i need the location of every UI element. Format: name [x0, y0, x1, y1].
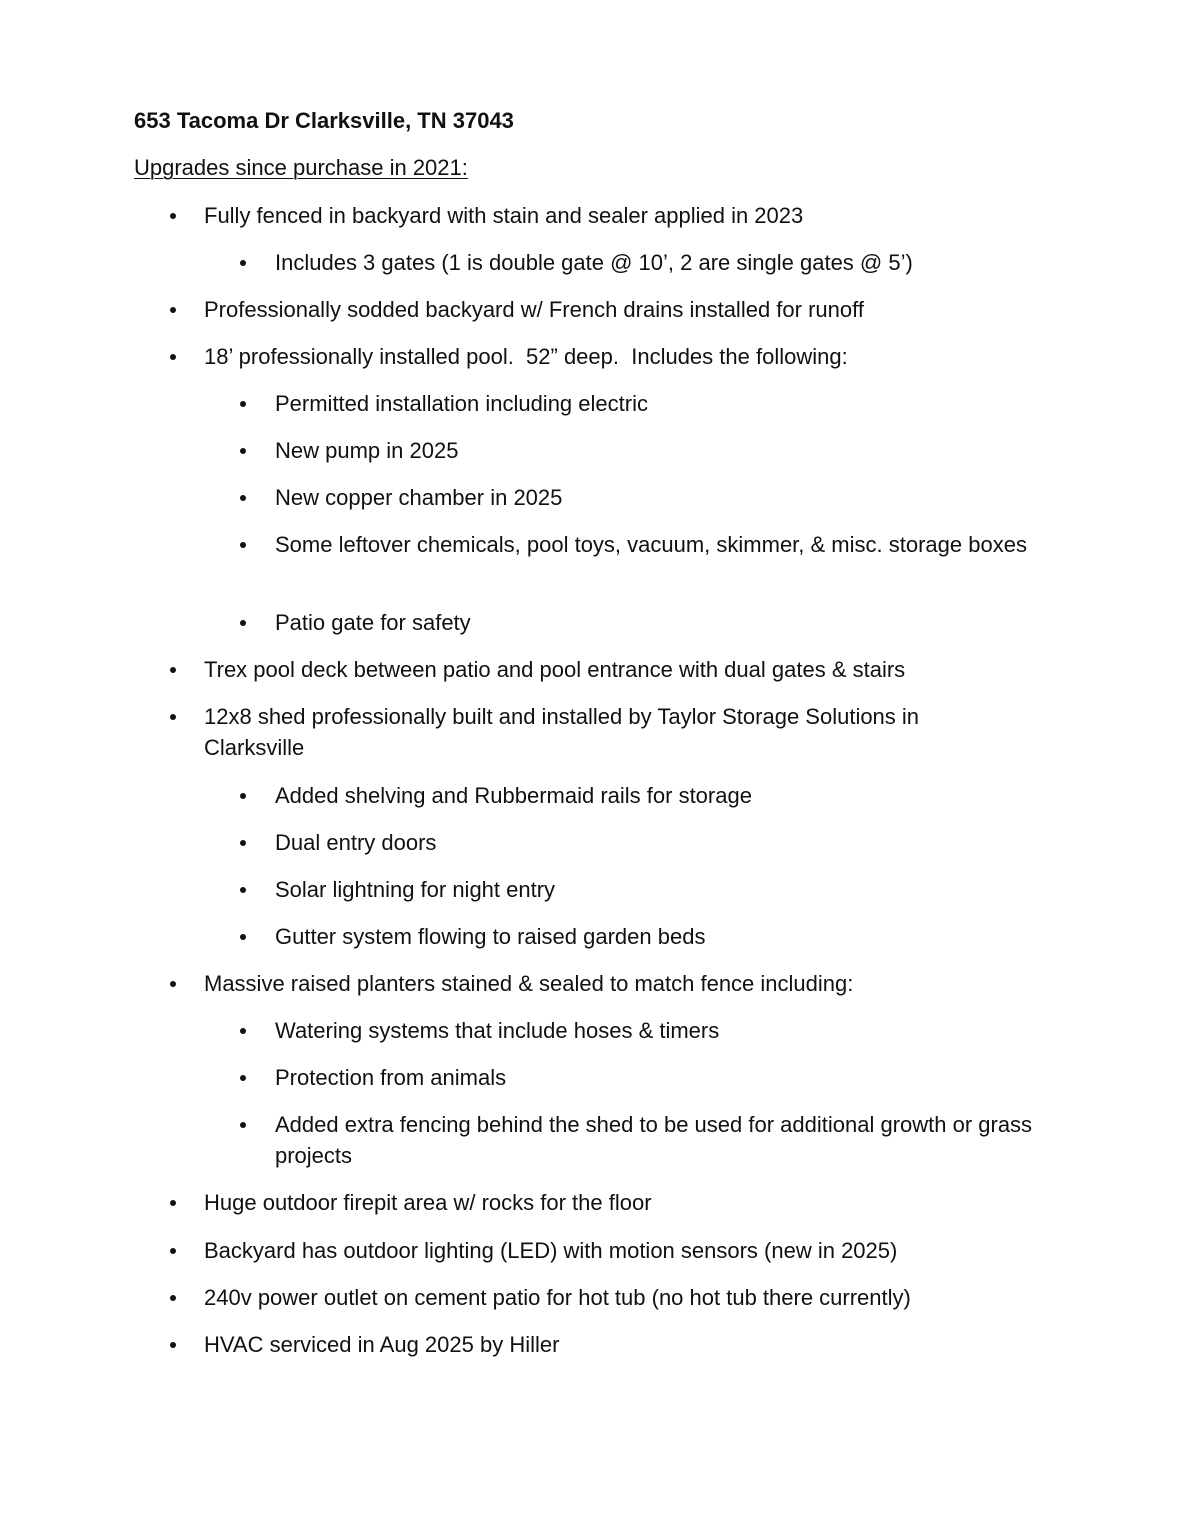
sub-list-item [275, 388, 1035, 419]
sub-list-item [275, 1109, 1035, 1171]
list-item-text: 18’ professionally installed pool. 52” deep. Includes the following: [204, 344, 848, 369]
list-item-text: Added extra fencing behind the shed to be used for additional growth or grass projects [275, 1112, 1033, 1168]
sub-list-item [275, 921, 1035, 952]
list-item-text: Some leftover chemicals, pool toys, vacuum, skimmer, & misc. storage boxes [275, 532, 1027, 557]
list-item-text: Gutter system flowing to raised garden beds [275, 924, 706, 949]
sub-list-item [275, 1015, 1035, 1046]
document-title: 653 Tacoma Dr Clarksville, TN 37043 [134, 108, 514, 133]
sub-list-item [275, 435, 1035, 466]
bullet-icon [240, 793, 246, 799]
list-item-text: Added shelving and Rubbermaid rails for storage [275, 783, 752, 808]
list-item [204, 341, 1004, 372]
sub-list-item [275, 607, 1035, 638]
list-item-text: Huge outdoor firepit area w/ rocks for the floor [204, 1190, 652, 1215]
list-item-text: Includes 3 gates (1 is double gate @ 10’, 2 are single gates @ 5’) [275, 250, 913, 275]
bullet-icon [170, 354, 176, 360]
list-item-text: New pump in 2025 [275, 438, 459, 463]
bullet-icon [240, 620, 246, 626]
bullet-icon [170, 1295, 176, 1301]
list-item-text: Trex pool deck between patio and pool entrance with dual gates & stairs [204, 657, 906, 682]
bullet-icon [240, 1028, 246, 1034]
bullet-icon [240, 495, 246, 501]
bullet-icon [170, 981, 176, 987]
bullet-icon [170, 1248, 176, 1254]
list-item [204, 200, 1004, 231]
list-item [204, 701, 1004, 763]
list-item-text: HVAC serviced in Aug 2025 by Hiller [204, 1332, 560, 1357]
bullet-icon [170, 667, 176, 673]
list-item-text: Massive raised planters stained & sealed to match fence including: [204, 971, 854, 996]
list-item-text: Backyard has outdoor lighting (LED) with motion sensors (new in 2025) [204, 1238, 898, 1263]
bullet-icon [240, 934, 246, 940]
bullet-icon [170, 213, 176, 219]
sub-list-item [275, 827, 1035, 858]
sub-list-item [275, 247, 1035, 278]
list-item-text: Protection from animals [275, 1065, 507, 1090]
list-item-text: Dual entry doors [275, 830, 437, 855]
list-item-text: Solar lightning for night entry [275, 877, 556, 902]
list-item-text: 12x8 shed professionally built and installed by Taylor Storage Solutions in Clarksville [204, 704, 920, 760]
bullet-icon [240, 401, 246, 407]
list-item-text: Patio gate for safety [275, 610, 471, 635]
list-item [204, 1282, 1004, 1313]
bullet-icon [170, 1342, 176, 1348]
list-item-text: New copper chamber in 2025 [275, 485, 563, 510]
list-item [204, 1187, 1004, 1218]
list-item [204, 654, 1004, 685]
bullet-icon [240, 887, 246, 893]
bullet-icon [170, 307, 176, 313]
sub-list-item [275, 529, 1035, 560]
bullet-icon [240, 840, 246, 846]
section-heading: Upgrades since purchase in 2021: [134, 155, 468, 180]
bullet-icon [240, 448, 246, 454]
bullet-icon [170, 1200, 176, 1206]
bullet-icon [240, 542, 246, 548]
list-item-text: Professionally sodded backyard w/ French drains installed for runoff [204, 297, 864, 322]
list-item-text: Fully fenced in backyard with stain and sealer applied in 2023 [204, 203, 804, 228]
list-item [204, 294, 1004, 325]
list-item [204, 1235, 1004, 1266]
list-item-text: 240v power outlet on cement patio for hot tub (no hot tub there currently) [204, 1285, 911, 1310]
sub-list-item [275, 1062, 1035, 1093]
bullet-icon [240, 260, 246, 266]
list-item-text: Permitted installation including electric [275, 391, 648, 416]
sub-list-item [275, 482, 1035, 513]
bullet-icon [170, 714, 176, 720]
sub-list-item [275, 874, 1035, 905]
list-item [204, 968, 1004, 999]
list-item [204, 1329, 1004, 1360]
list-item-text: Watering systems that include hoses & timers [275, 1018, 720, 1043]
bullet-icon [240, 1122, 246, 1128]
bullet-icon [240, 1075, 246, 1081]
sub-list-item [275, 780, 1035, 811]
